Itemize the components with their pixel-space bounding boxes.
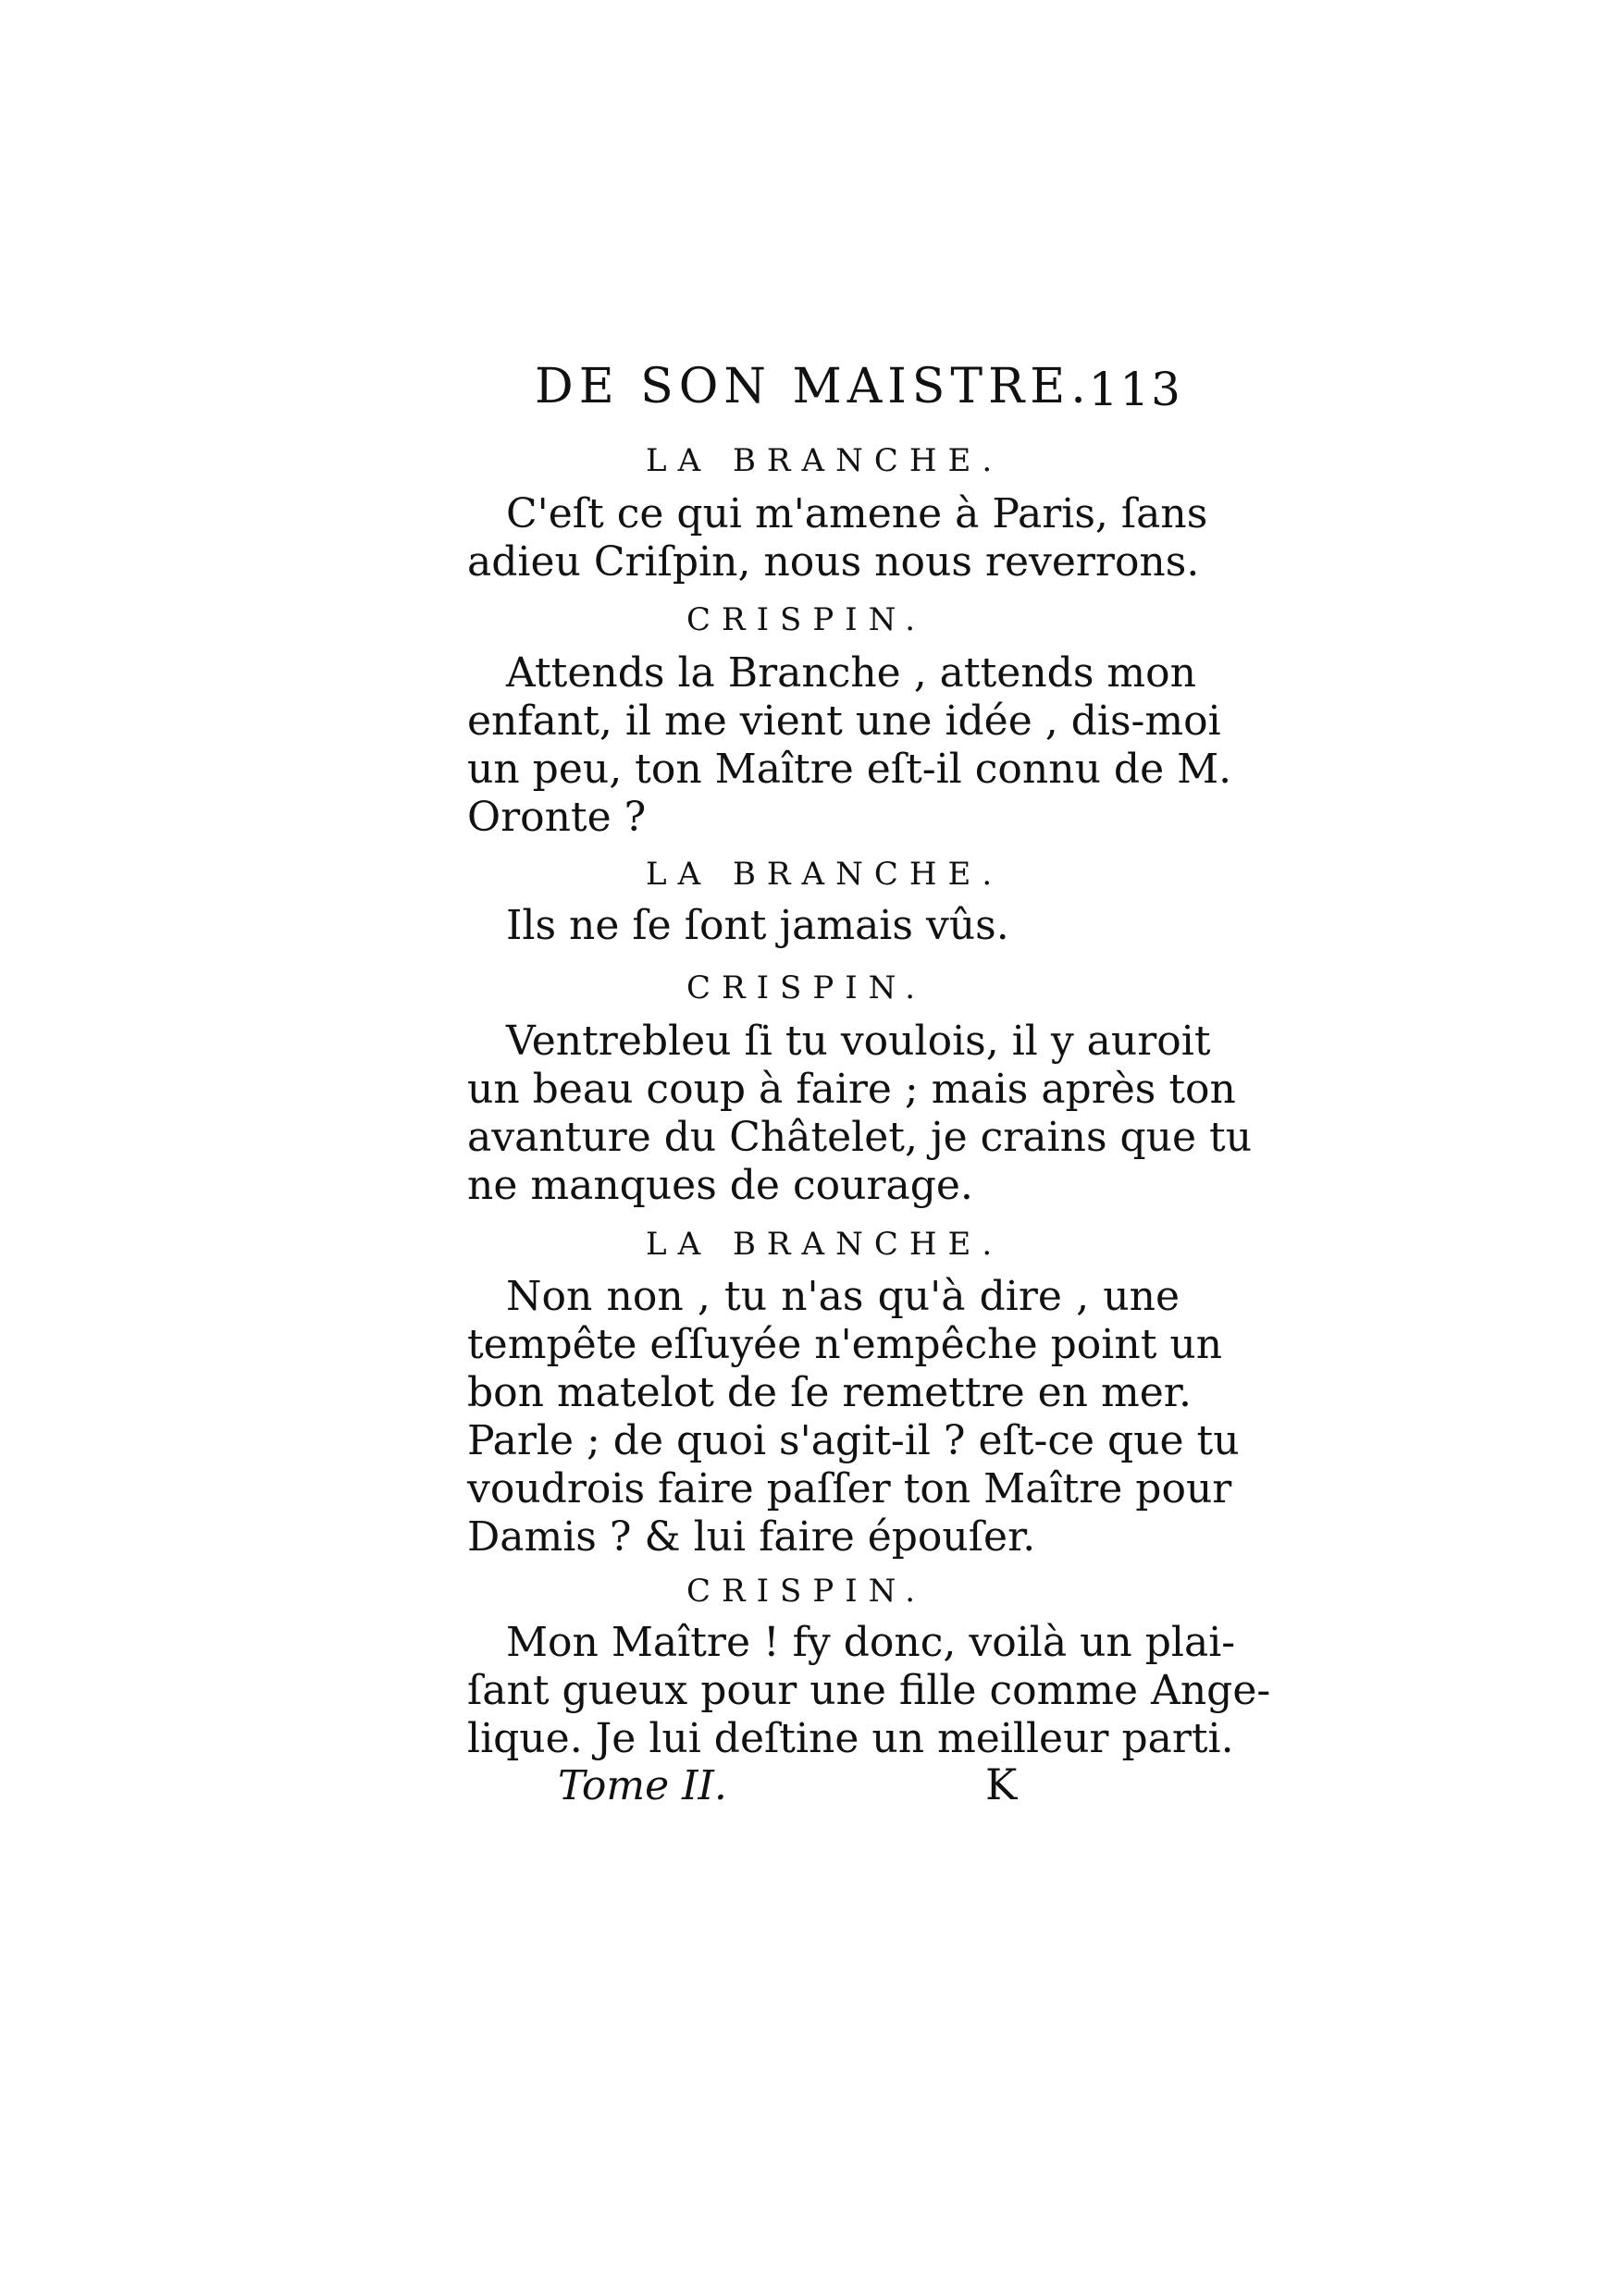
speech-text [467, 1619, 1271, 1763]
speech-line: Parle ; de quoi s'agit-il ? eſt-ce que tu [467, 1417, 1240, 1464]
volume-label: Tome II. [558, 1762, 727, 1809]
speech-line: ſant gueux pour une fille comme Ange- [467, 1667, 1271, 1714]
speech-line: un peu, ton Maître eſt-il connu de M. [467, 746, 1232, 793]
speech-text [467, 902, 1180, 950]
speech-line: un beau coup à faire ; mais après ton [467, 1066, 1236, 1113]
signature-mark: K [985, 1759, 1018, 1809]
speaker-name: LA BRANCHE. [646, 856, 1004, 893]
speaker-name: LA BRANCHE. [646, 1226, 1004, 1263]
running-title: DE SON MAISTRE. [535, 359, 1092, 414]
speech-line: tempête eſſuyée n'empêche point un [467, 1321, 1223, 1368]
speech-line: avanture du Châtelet, je crains que tu [467, 1114, 1253, 1161]
speech-line: Attends la Branche , attends mon [506, 649, 1196, 697]
speech-line: Non non , tu n'as qu'à dire , une [506, 1273, 1180, 1320]
speech-text [467, 1018, 1253, 1210]
speech-line: bon matelot de ſe remettre en mer. [467, 1369, 1192, 1416]
speech-line: voudrois faire paſſer ton Maître pour [467, 1465, 1232, 1512]
speech-text [467, 1273, 1240, 1562]
speech-line: Ventrebleu ſi tu voulois, il y auroit [506, 1018, 1211, 1065]
speech-line: Damis ? & lui faire épouſer. [467, 1513, 1036, 1561]
speech-line: lique. Je lui deſtine un meilleur parti. [467, 1715, 1234, 1762]
speech-line: enfant, il me vient une idée , dis-moi [467, 697, 1221, 745]
speech-text [467, 649, 1232, 842]
speech-line: ne manques de courage. [467, 1162, 973, 1209]
speaker-name: CRISPIN. [686, 1573, 927, 1610]
speech-line: C'eſt ce qui m'amene à Paris, ſans [506, 490, 1208, 537]
speech-line: Oronte ? [467, 794, 647, 841]
speech-line: Mon Maître ! fy donc, voilà un plai- [506, 1619, 1236, 1666]
speaker-name: CRISPIN. [686, 969, 927, 1006]
speaker-name: LA BRANCHE. [646, 442, 1004, 479]
speech-line: Ils ne ſe ſont jamais vûs. [506, 902, 1009, 949]
page-header [535, 359, 1182, 424]
page-number: 113 [1088, 363, 1182, 416]
speech-line: adieu Criſpin, nous nous reverrons. [467, 538, 1200, 586]
speech-text [467, 490, 1208, 586]
speaker-name: CRISPIN. [686, 601, 927, 638]
